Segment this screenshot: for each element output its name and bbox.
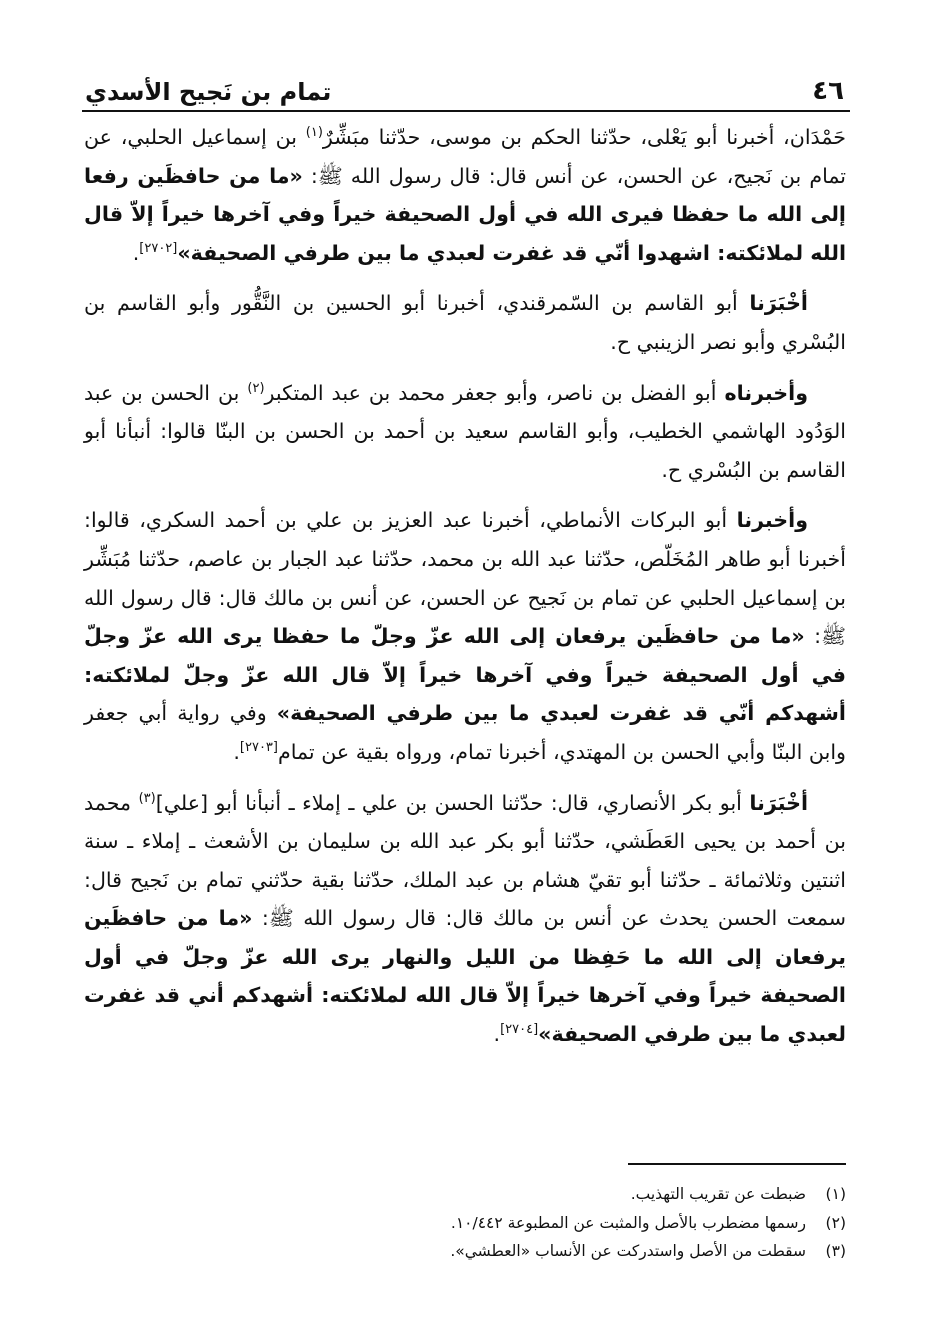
footnote-rule bbox=[628, 1163, 846, 1165]
text-run: . bbox=[132, 240, 140, 265]
footnote-text: رسمها مضطرب بالأصل والمثبت عن المطبوعة ١٠/٤٤٢. bbox=[450, 1213, 806, 1232]
footnote-text: سقطت من الأصل واستدركت عن الأنساب «العطشي». bbox=[450, 1242, 806, 1260]
hadith-number: [٢٧٠٣] bbox=[239, 740, 278, 756]
paragraph-ansari bbox=[84, 784, 846, 1054]
paragraph-ibn-nasir bbox=[84, 374, 846, 490]
hadith-number: [٢٧٠٤] bbox=[500, 1022, 539, 1038]
bold-text: «ما من حافظَين يرفعان إلى الله ما حَفِظا من الليل والنهار يرى الله عزّ وجلّ في أول الصحيفة خيراً وفي آخرها خيراً إلاّ قال الله لملائكته: أشهدكم أني قد غفرت لعبدي ما بين طرفي الصحيفة» bbox=[84, 906, 846, 1047]
footnote-number: (٢) bbox=[825, 1213, 846, 1232]
footnote-reference: (٢) bbox=[247, 380, 265, 396]
bold-text: «ما من حافظَين يرفعان إلى الله عزّ وجلّ ما حفظا يرى الله عزّ وجلّ في أول الصحيفة خيراً وفي آخرها خيراً إلاّ قال الله عزّ وجلّ لملائكته: أشهدكم أنّي قد غفرت لعبدي ما بين طرفي الصحيفة» bbox=[84, 624, 846, 726]
text-run: أبو القاسم بن السّمرقندي، أخبرنا أبو الحسين بن النَّقُّور وأبو القاسم بن البُسْري وأبو نصر الزينبي ح. bbox=[84, 291, 846, 354]
hadith-number: [٢٧٠٢] bbox=[139, 240, 178, 256]
footnote bbox=[84, 1209, 846, 1238]
page-number: ٤٦ bbox=[812, 76, 844, 106]
footnote bbox=[84, 1180, 846, 1209]
paragraph-anmati bbox=[84, 501, 846, 771]
paragraph-samarqandi bbox=[84, 284, 846, 361]
text-run: أبو البركات الأنماطي، أخبرنا عبد العزيز بن علي بن أحمد السكري، قالوا: أخبرنا أبو طاهر المُخَلّص، حدّثنا عبد الله بن محمد، حدّثنا عبد الجبار بن عاصم، حدّثنا مُبَشِّر بن إسماعيل الحلبي عن تمام بن نَجيح عن الحسن، عن أنس بن مالك قال: قال رسول الله ﷺ: bbox=[84, 508, 846, 649]
footnote-reference: (١) bbox=[305, 125, 323, 141]
text-run: وفي رواية أبي جعفر وابن البنّا وأبي الحسن بن المهتدي، أخبرنا تمام، ورواه بقية عن تمام bbox=[84, 701, 846, 764]
text-run: حَمْدَان، أخبرنا أبو يَعْلى، حدّثنا الحكم بن موسى، حدّثنا مبَشِّرٌ bbox=[322, 125, 846, 149]
bold-text: أخْبَرَنا bbox=[749, 291, 808, 316]
text-run: محمد بن أحمد بن يحيى العَطَشي، حدّثنا أبو بكر عبد الله بن سليمان بن الأشعث ـ إملاء ـ سنة اثنتين وثلاثمائة ـ حدّثنا أبو تقيّ هشام بن عبد الملك، حدّثنا بقية حدّثني تمام بن نَجيح قال: سمعت الحسن يحدث عن أنس بن مالك قال: قال رسول الله ﷺ: bbox=[84, 790, 846, 931]
footnote-text: ضبطت عن تقريب التهذيب. bbox=[630, 1185, 806, 1203]
bold-text: وأخبرناه bbox=[724, 380, 808, 405]
page-header bbox=[85, 66, 844, 106]
footnote-number: (٣) bbox=[825, 1242, 846, 1260]
main-text bbox=[84, 118, 846, 1054]
text-run: أبو بكر الأنصاري، قال: حدّثنا الحسن بن علي ـ إملاء ـ أنبأنا أبو [علي] bbox=[155, 790, 750, 815]
footnote-reference: (٣) bbox=[138, 790, 156, 806]
text-run: . bbox=[233, 739, 240, 764]
running-title: تمام بن نَجيح الأسدي bbox=[85, 78, 332, 106]
footnote bbox=[84, 1237, 846, 1266]
text-run: بن إسماعيل الحلبي، عن تمام بن نَجيح، عن الحسن، عن أنس قال: قال رسول الله ﷺ: bbox=[84, 125, 846, 188]
text-run: بن الحسن بن عبد الوَدُود الهاشمي الخطيب، وأبو القاسم سعيد بن أحمد بن الحسن بن البنّا قالوا: أنبأنا أبو القاسم بن البُسْري ح. bbox=[84, 380, 846, 482]
bold-text: وأخبرنا bbox=[736, 508, 808, 533]
text-run: أبو الفضل بن ناصر، وأبو جعفر محمد بن عبد المتكبر bbox=[264, 380, 725, 405]
bold-text: «ما من حافظَين رفعا إلى الله ما حفظا فيرى الله في أول الصحيفة خيراً وفي آخرها خيراً إلاّ قال الله لملائكته: اشهدوا أنّي قد غفرت لعبدي ما بين طرفي الصحيفة» bbox=[84, 163, 846, 265]
header-rule bbox=[82, 110, 850, 112]
paragraph-hamdan bbox=[84, 118, 846, 272]
footnotes bbox=[84, 1180, 846, 1266]
footnote-number: (١) bbox=[825, 1185, 846, 1203]
text-run: . bbox=[493, 1022, 501, 1047]
bold-text: أخْبَرَنا bbox=[749, 790, 809, 815]
